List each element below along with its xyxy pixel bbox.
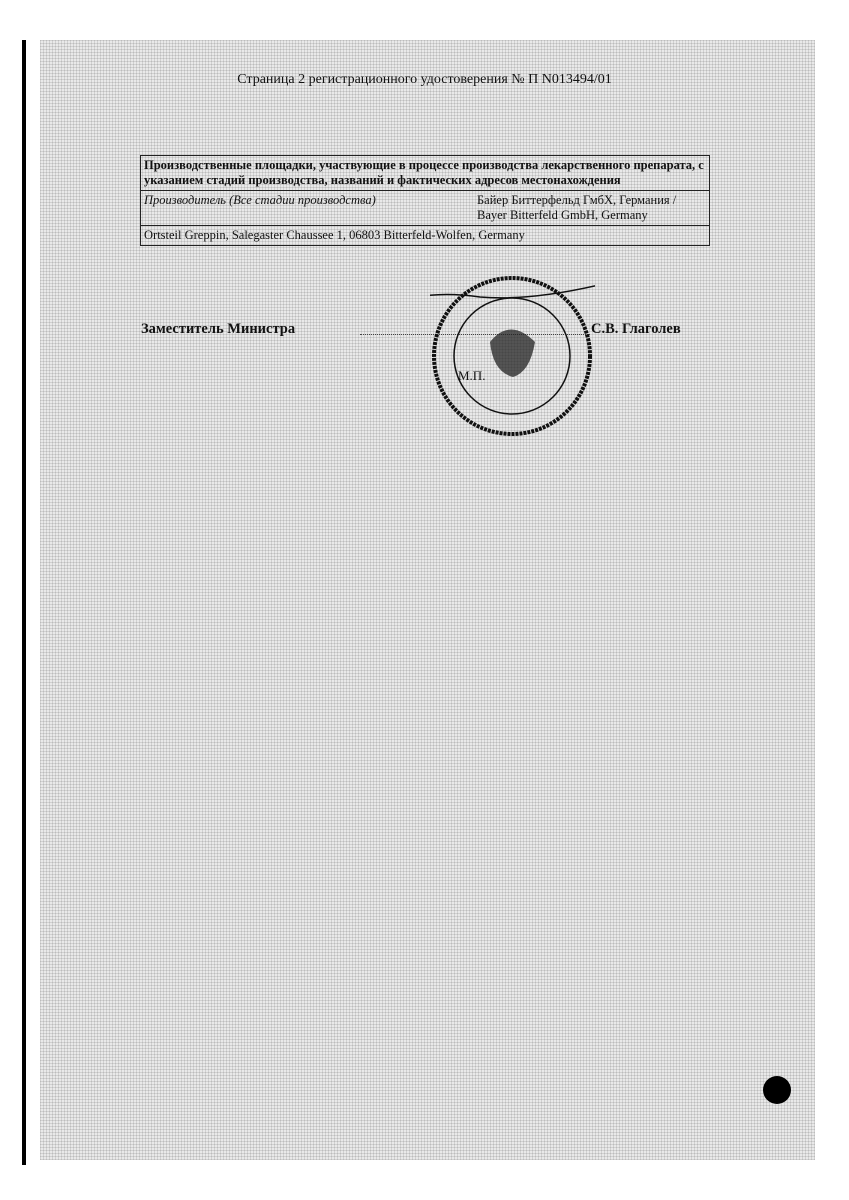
signatory-position: Заместитель Министра: [141, 321, 296, 337]
signatory-name: С.В. Глаголев: [591, 321, 681, 337]
svg-text:М.П.: М.П.: [458, 368, 486, 383]
scan-marker-dot: [763, 1076, 791, 1104]
scan-edge-bar: [22, 40, 26, 1165]
manufacturer-role: Производитель (Все стадии производства): [141, 191, 478, 226]
handwritten-signature: [430, 277, 595, 317]
manufacturer-name-en: Bayer Bitterfeld GmbH, Germany: [477, 208, 648, 222]
table-heading: Производственные площадки, участвующие в процессе производства лекарственного препарата, с указанием стадий производства, названий и фактических адресов местонахождения: [141, 156, 710, 191]
table-row: [141, 191, 710, 226]
official-stamp-seal: [430, 272, 595, 437]
manufacturer-name-ru: Байер Биттерфельд ГмбХ, Германия /: [477, 193, 677, 207]
manufacturer-address: Ortsteil Greppin, Salegaster Chaussee 1, 06803 Bitterfeld-Wolfen, Germany: [141, 226, 710, 246]
page-title: Страница 2 регистрационного удостоверения № П N013494/01: [237, 72, 612, 87]
production-sites-table: [140, 155, 710, 246]
manufacturer-name: [477, 191, 710, 226]
